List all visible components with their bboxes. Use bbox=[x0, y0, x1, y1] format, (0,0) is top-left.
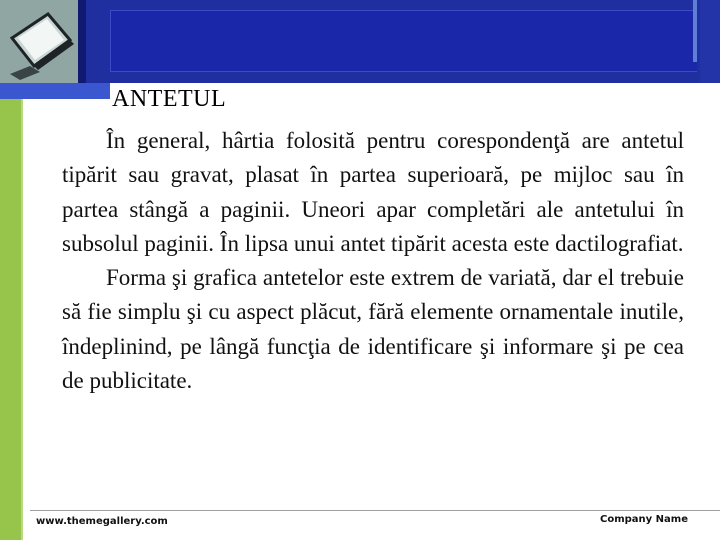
footer-website: www.themegallery.com bbox=[36, 516, 168, 527]
logo bbox=[0, 0, 78, 83]
monitor-icon bbox=[0, 0, 78, 83]
footer-divider bbox=[30, 510, 720, 511]
sub-band bbox=[0, 83, 110, 99]
logo-divider bbox=[78, 0, 86, 83]
left-accent-shadow bbox=[21, 99, 23, 540]
paragraph-1: În general, hârtia folosită pentru corespondenţă are antetul tipărit sau gravat, plasat în partea superioară, pe mijloc sau în partea stângă a paginii. Uneori apar completări ale antetului în subsolul paginii. În lipsa unui antet tipărit acesta este dactilografiat. bbox=[62, 128, 684, 256]
header-right-strip bbox=[700, 0, 720, 83]
footer-company: Company Name bbox=[600, 514, 688, 525]
slide-title: ANTETUL bbox=[112, 86, 227, 112]
paragraph-2: Forma şi grafica antetelor este extrem de variată, dar el trebuie să fie simplu şi cu aspect plăcut, fără elemente ornamentale inutile, îndeplinind, pe lângă funcţia de identificare şi informare şi pe cea de publicitate. bbox=[62, 265, 684, 394]
header-accent-line bbox=[693, 0, 697, 62]
header-panel bbox=[110, 10, 697, 72]
slide-body bbox=[62, 124, 684, 398]
left-accent-bar bbox=[0, 99, 21, 540]
